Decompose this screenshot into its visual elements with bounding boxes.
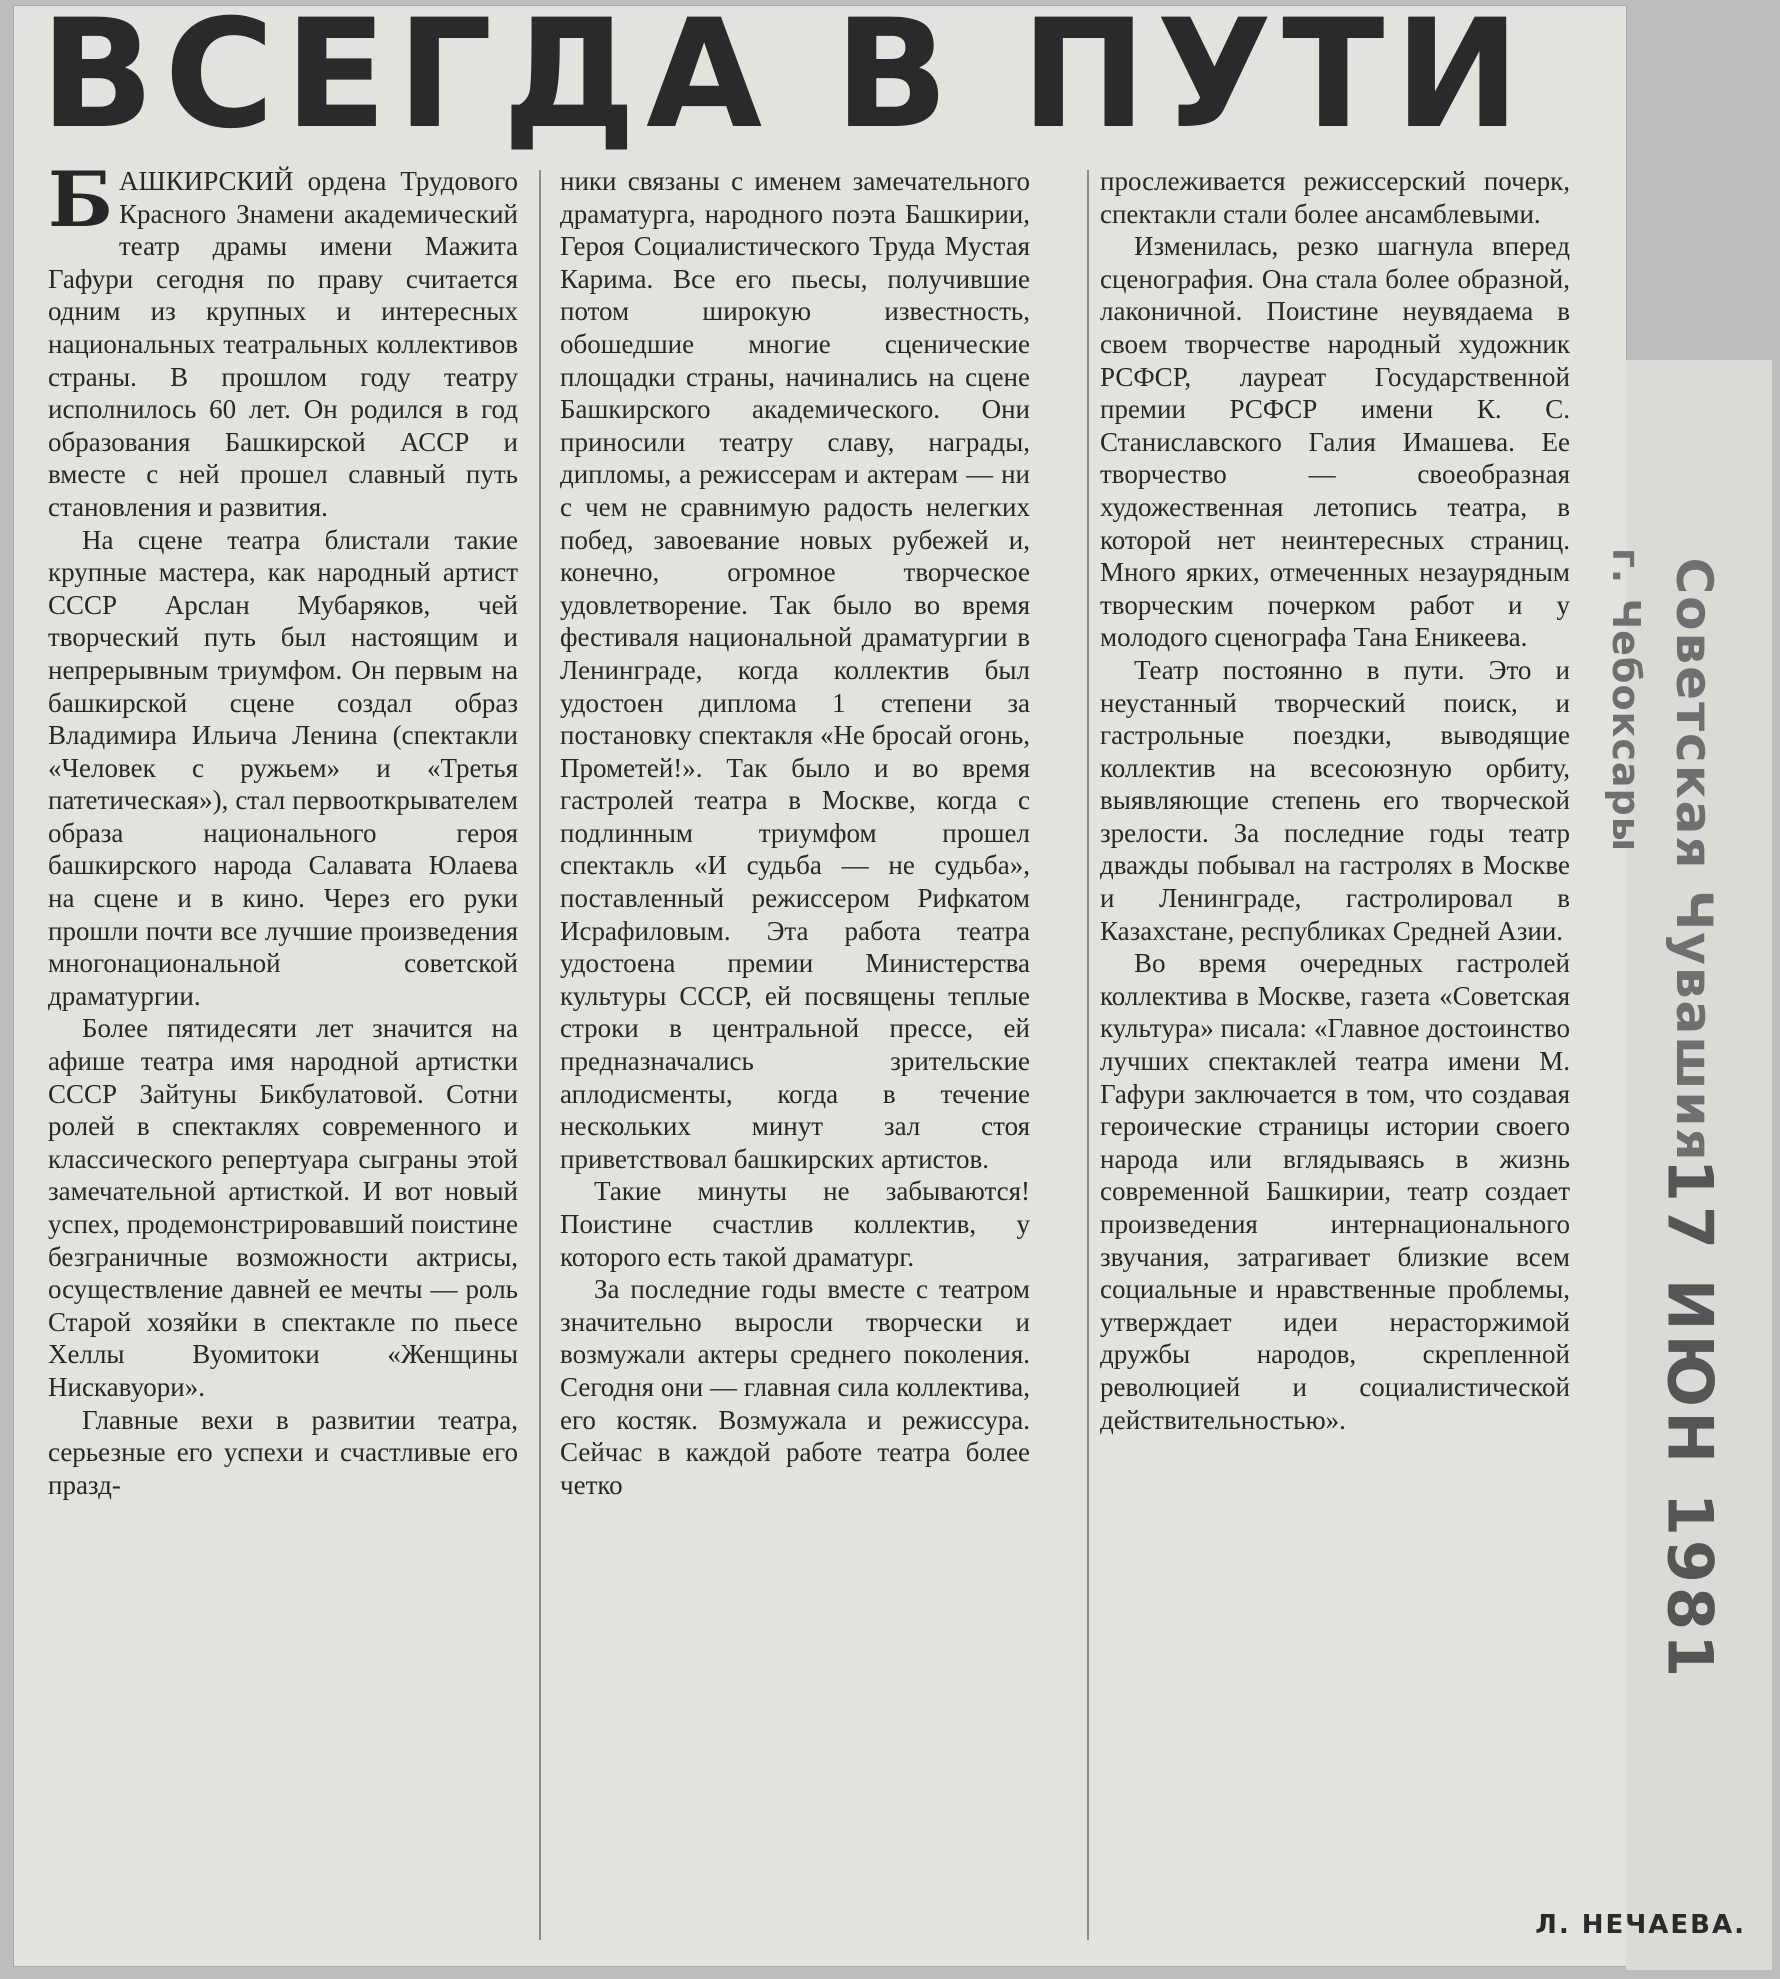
article-column-1	[48, 155, 518, 1501]
column-divider-2	[1087, 170, 1089, 1940]
paragraph: Театр постоянно в пути. Это и неустанный творческий поиск, и гастрольные поездки, выводящие коллектив на всесоюзную орбиту, выявляющие степень его творческой зрелости. За последние годы театр дважды побывал на гастролях в Москве и Ленинграде, гастролировал в Казахстане, республиках Средней Азии.	[1100, 654, 1570, 946]
drop-cap: Б	[48, 155, 113, 244]
headline: ВСЕГДА В ПУТИ	[40, 0, 1530, 162]
stamp-date: 17 ИЮН 1981	[1653, 1158, 1727, 1682]
paragraph: Изменилась, резко шагнула вперед сценография. Она стала более образной, лаконичной. Поистине неувядаема в своем творчестве народный художник РСФСР, лауреат Государственной премии РСФСР имени К. С. Станиславского Галия Имашева. Ее творчество — своеобразная художественная летопись театра, в которой нет неинтересных страниц. Много ярких, отмеченных незаурядным творческим почерком работ и у молодого сценографа Тана Еникеева.	[1100, 231, 1570, 653]
paragraph: прослеживается режиссерский почерк, спектакли стали более ансамблевыми.	[1100, 166, 1570, 229]
stamp-newspaper-name: Советская Чувашия	[1665, 557, 1723, 1163]
paragraph: ники связаны с именем замечательного драматурга, народного поэта Башкирии, Героя Социалистического Труда Мустая Карима. Все его пьесы, получившие потом широкую известность, обошедшие многие сценические площадки страны, начинались на сцене Башкирского академического. Они приносили театру славу, награды, дипломы, а режиссерам и актерам — ни с чем не сравнимую радость нелегких побед, завоевание новых рубежей и, конечно, огромное творческое удовлетворение. Так было во время фестиваля национальной драматургии в Ленинграде, когда коллектив был удостоен диплома 1 степени за постановку спектакля «Не бросай огонь, Прометей!». Так было и во время гастролей театра в Москве, когда с подлинным триумфом прошел спектакль «И судьба — не судьба», поставленный режиссером Рифкатом Исрафиловым. Эта работа театра удостоена премии Министерства культуры СССР, ей посвящены теплые строки в центральной прессе, ей предназначались зрительские аплодисменты, когда в течение нескольких минут зал стоя приветствовал башкирских артистов.	[560, 166, 1030, 1174]
author-signature: Л. НЕЧАЕВА.	[1535, 1910, 1746, 1940]
paragraph: Более пятидесяти лет значится на афише театра имя народной артистки СССР Зайтуны Бикбулатовой. Сотни ролей в спектаклях современного и классического репертуара сыграны этой замечательной артисткой. И вот новый успех, продемонстрировавший поистине безграничные возможности актрисы, осуществление давней ее мечты — роль Старой хозяйки в спектакле по пьесе Хеллы Вуомитоки «Женщины Нискавуори».	[48, 1013, 518, 1402]
paragraph: За последние годы вместе с театром значительно выросли творчески и возмужали актеры среднего поколения. Сегодня они — главная сила коллектива, его костяк. Возмужала и режиссура. Сейчас в каждой работе театра более четко	[560, 1274, 1030, 1500]
paragraph: Такие минуты не забываются! Поистине счастлив коллектив, у которого есть такой драматург.	[560, 1176, 1030, 1272]
stamp-city: г. Чебоксары	[1604, 547, 1648, 853]
article-column-3	[1100, 165, 1570, 1436]
paragraph: Главные вехи в развитии театра, серьезные его успехи и счастливые его празд-	[48, 1404, 518, 1500]
paragraph: Во время очередных гастролей коллектива в Москве, газета «Советская культура» писала: «Главное достоинство лучших спектаклей театра имени М. Гафури заключается в том, что создавая героические страницы истории своего народа или вглядываясь в жизнь современной Башкирии, театр создает произведения интернационального звучания, затрагивает близкие всем социальные и нравственные проблемы, утверждает идеи нерасторжимой дружбы народов, скрепленной революцией и социалистической действительностью».	[1100, 948, 1570, 1435]
article-column-2	[560, 165, 1030, 1501]
column-divider-1	[539, 170, 541, 1940]
paragraph: На сцене театра блистали такие крупные мастера, как народный артист СССР Арслан Мубаряков, чей творческий путь был настоящим и непрерывным триумфом. Он первым на башкирской сцене создал образ Владимира Ильича Ленина (спектакли «Человек с ружьем» и «Третья патетическая»), стал первооткрывателем образа национального героя башкирского народа Салавата Юлаева на сцене и в кино. Через его руки прошли почти все лучшие произведения многонациональной советской драматургии.	[48, 524, 518, 1011]
paragraph: БАШКИРСКИЙ ордена Трудового Красного Знамени академический театр драмы имени Мажита Гафури сегодня по праву считается одним из крупных и интересных национальных театральных коллективов страны. В прошлом году театру исполнилось 60 лет. Он родился в год образования Башкирской АССР и вместе с ней прошел славный путь становления и развития.	[48, 155, 518, 522]
